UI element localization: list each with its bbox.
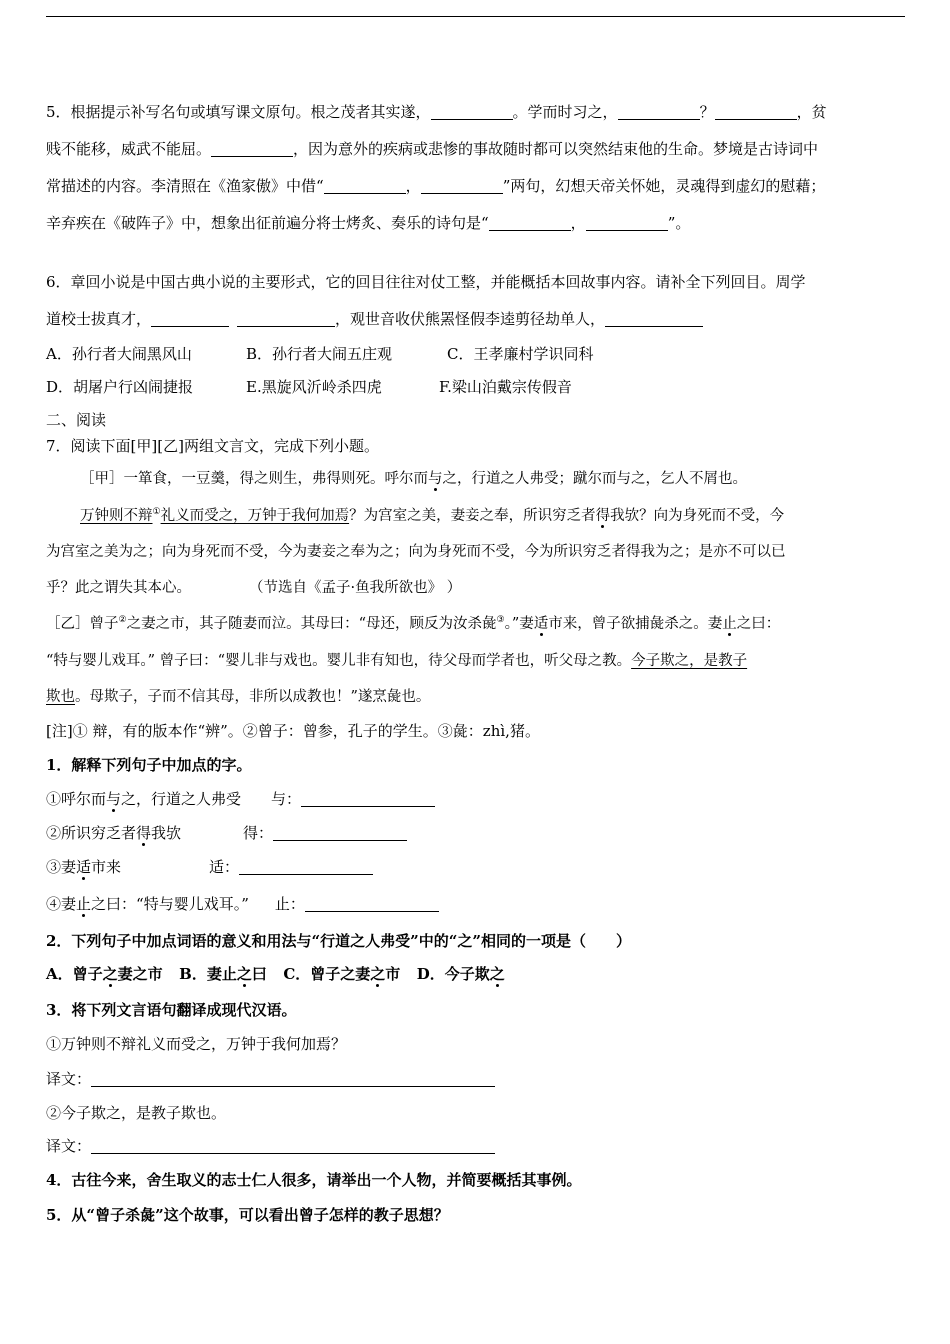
- sub3-sentence-1: ①万钟则不辩礼义而受之，万钟于我何加焉？: [46, 1035, 347, 1053]
- answer-blank[interactable]: [273, 824, 407, 841]
- option-b[interactable]: B．孙行者大闹五庄观: [246, 345, 393, 363]
- sub2-title: 2．下列句子中加点词语的意义和用法与“行道之人弗受”中的“之”相同的一项是（ ）: [46, 932, 631, 950]
- dotted-char: 与: [428, 471, 443, 487]
- sub1-item-3: ③妻适市来 适：: [46, 856, 373, 878]
- dotted-char: 止: [722, 616, 737, 632]
- answer-blank[interactable]: [431, 103, 513, 120]
- q6-options-row-2: [46, 376, 572, 398]
- sub1-item-2: ②所识穷乏者得我欤 得：: [46, 822, 407, 844]
- sub1-title: 1．解释下列句子中加点的字。: [46, 756, 252, 774]
- q6-line-2: 道校士拔真才， ，观世音收伏熊罴怪假李逵剪径劫单人，: [46, 308, 703, 330]
- dotted-char: 止: [76, 895, 92, 913]
- sub1-item-1: ①呼尔而与之，行道之人弗受 与：: [46, 788, 435, 810]
- dotted-char: 适: [76, 858, 92, 876]
- answer-blank[interactable]: [301, 790, 435, 807]
- answer-blank[interactable]: [586, 214, 668, 231]
- q5-line-1: 5．根据提示补写名句或填写课文原句。根之茂者其实遂， 。学而时习之， ？ ，贫: [46, 103, 827, 121]
- answer-blank[interactable]: [489, 214, 571, 231]
- passage-jia-line-4: 乎？此之谓失其本心。 （节选自《孟子·鱼我所欲也》 ）: [46, 580, 462, 596]
- dotted-char: 之: [236, 965, 252, 983]
- passage-jia-line-1: ［甲］一箪食，一豆羹，得之则生，弗得则死。呼尔而与之，行道之人弗受；蹴尔而与之，乞人不屑也。: [80, 471, 747, 487]
- answer-blank[interactable]: [239, 858, 373, 875]
- top-rule: [46, 16, 905, 17]
- option-f[interactable]: F.梁山泊戴宗传假音: [439, 378, 572, 396]
- sub2-options: [46, 963, 505, 985]
- q7-intro: 7．阅读下面[甲][乙]两组文言文，完成下列小题。: [46, 437, 379, 455]
- dotted-char: 与: [106, 790, 122, 808]
- sub3-sentence-2: ②今子欺之，是教子欺也。: [46, 1104, 227, 1122]
- answer-blank[interactable]: [605, 310, 703, 327]
- dotted-char: 适: [533, 616, 549, 632]
- option-c[interactable]: C．王孝廉村学识同科: [447, 345, 594, 363]
- option-e[interactable]: E.黑旋风沂岭杀四虎: [246, 378, 382, 396]
- answer-blank[interactable]: [421, 177, 503, 194]
- answer-blank[interactable]: [715, 103, 797, 120]
- answer-blank[interactable]: [324, 177, 406, 194]
- sub4-title: 4．古往今来，舍生取义的志士仁人很多，请举出一个人物，并简要概括其事例。: [46, 1171, 582, 1189]
- q5-line-3: 常描述的内容。李清照在《渔家傲》中借“ ， ”两句，幻想天帝关怀她，灵魂得到虚幻的慰藉；: [46, 177, 826, 195]
- translation-field[interactable]: [91, 1070, 495, 1087]
- passage-jia-line-3: 为宫室之美为之；向为身死而不受，今为妻妾之奉为之；向为身死而不受，今为所识穷乏者得我为之；是亦不可以已: [46, 544, 786, 560]
- dotted-char: 之: [102, 965, 118, 983]
- passage-jia-line-2: 万钟则不辩①礼义而受之，万钟于我何加焉？为宫室之美，妻妾之奉，所识穷乏者得我欤？向为身死而不受，今: [80, 507, 785, 524]
- q6-line-1: 6．章回小说是中国古典小说的主要形式，它的回目往往对仗工整，并能概括本回故事内容。请补全下列回目。周学: [46, 273, 806, 291]
- option-d[interactable]: D．胡屠户行凶闹捷报: [46, 378, 194, 396]
- dotted-char: 之: [489, 965, 505, 983]
- answer-blank[interactable]: [618, 103, 700, 120]
- sub2-option-d[interactable]: D．今子欺之: [416, 965, 505, 983]
- sub3-translation-1: 译文：: [46, 1068, 495, 1090]
- passage-yi-line-1: ［乙］曾子②之妻之市，其子随妻而泣。其母曰：“母还，顾反为汝杀彘③。”妻适市来，曾子欲捕彘杀之。妻止之曰：: [46, 615, 781, 632]
- q5-line-2: 贱不能移，威武不能屈。 ，因为意外的疾病或悲惨的事故随时都可以突然结束他的生命。梦境是古诗词中: [46, 140, 819, 158]
- dotted-char: 之: [370, 965, 386, 983]
- section-heading: 二、阅读: [46, 411, 107, 429]
- answer-blank[interactable]: [211, 140, 293, 157]
- sub3-title: 3．将下列文言语句翻译成现代汉语。: [46, 1001, 297, 1019]
- sub2-option-a[interactable]: A．曾子之妻之市: [46, 965, 163, 983]
- answer-blank[interactable]: [305, 895, 439, 912]
- dotted-char: 得: [136, 824, 152, 842]
- dotted-char: 得: [595, 508, 611, 524]
- source-citation: （节选自《孟子·鱼我所欲也》 ）: [249, 580, 462, 596]
- q6-options-row-1: [46, 343, 593, 365]
- annotation-notes: [注]① 辩，有的版本作“辨”。②曾子：曾参，孔子的学生。③彘：zhì,猪。: [46, 722, 540, 740]
- passage-yi-line-3: 欺也。母欺子，子而不信其母，非所以成教也！”遂烹彘也。: [46, 689, 431, 705]
- sub1-item-4: ④妻止之曰：“特与婴儿戏耳。” 止：: [46, 893, 439, 915]
- sub5-title: 5．从“曾子杀彘”这个故事，可以看出曾子怎样的教子思想？: [46, 1206, 449, 1224]
- answer-blank[interactable]: [237, 310, 335, 327]
- passage-yi-line-2: “特与婴儿戏耳。” 曾子曰：“婴儿非与戏也。婴儿非有知也，待父母而学者也，听父母之教。今子欺之，是教子: [46, 653, 748, 669]
- option-a[interactable]: A．孙行者大闹黑风山: [46, 345, 192, 363]
- sub2-option-b[interactable]: B．妻止之曰: [179, 965, 267, 983]
- q5-line-4: 辛弃疾在《破阵子》中，想象出征前遍分将士烤炙、奏乐的诗句是“ ， ”。: [46, 214, 691, 232]
- sub2-option-c[interactable]: C．曾子之妻之市: [283, 965, 401, 983]
- answer-blank[interactable]: [151, 310, 229, 327]
- sub3-translation-2: 译文：: [46, 1135, 495, 1157]
- translation-field[interactable]: [91, 1137, 495, 1154]
